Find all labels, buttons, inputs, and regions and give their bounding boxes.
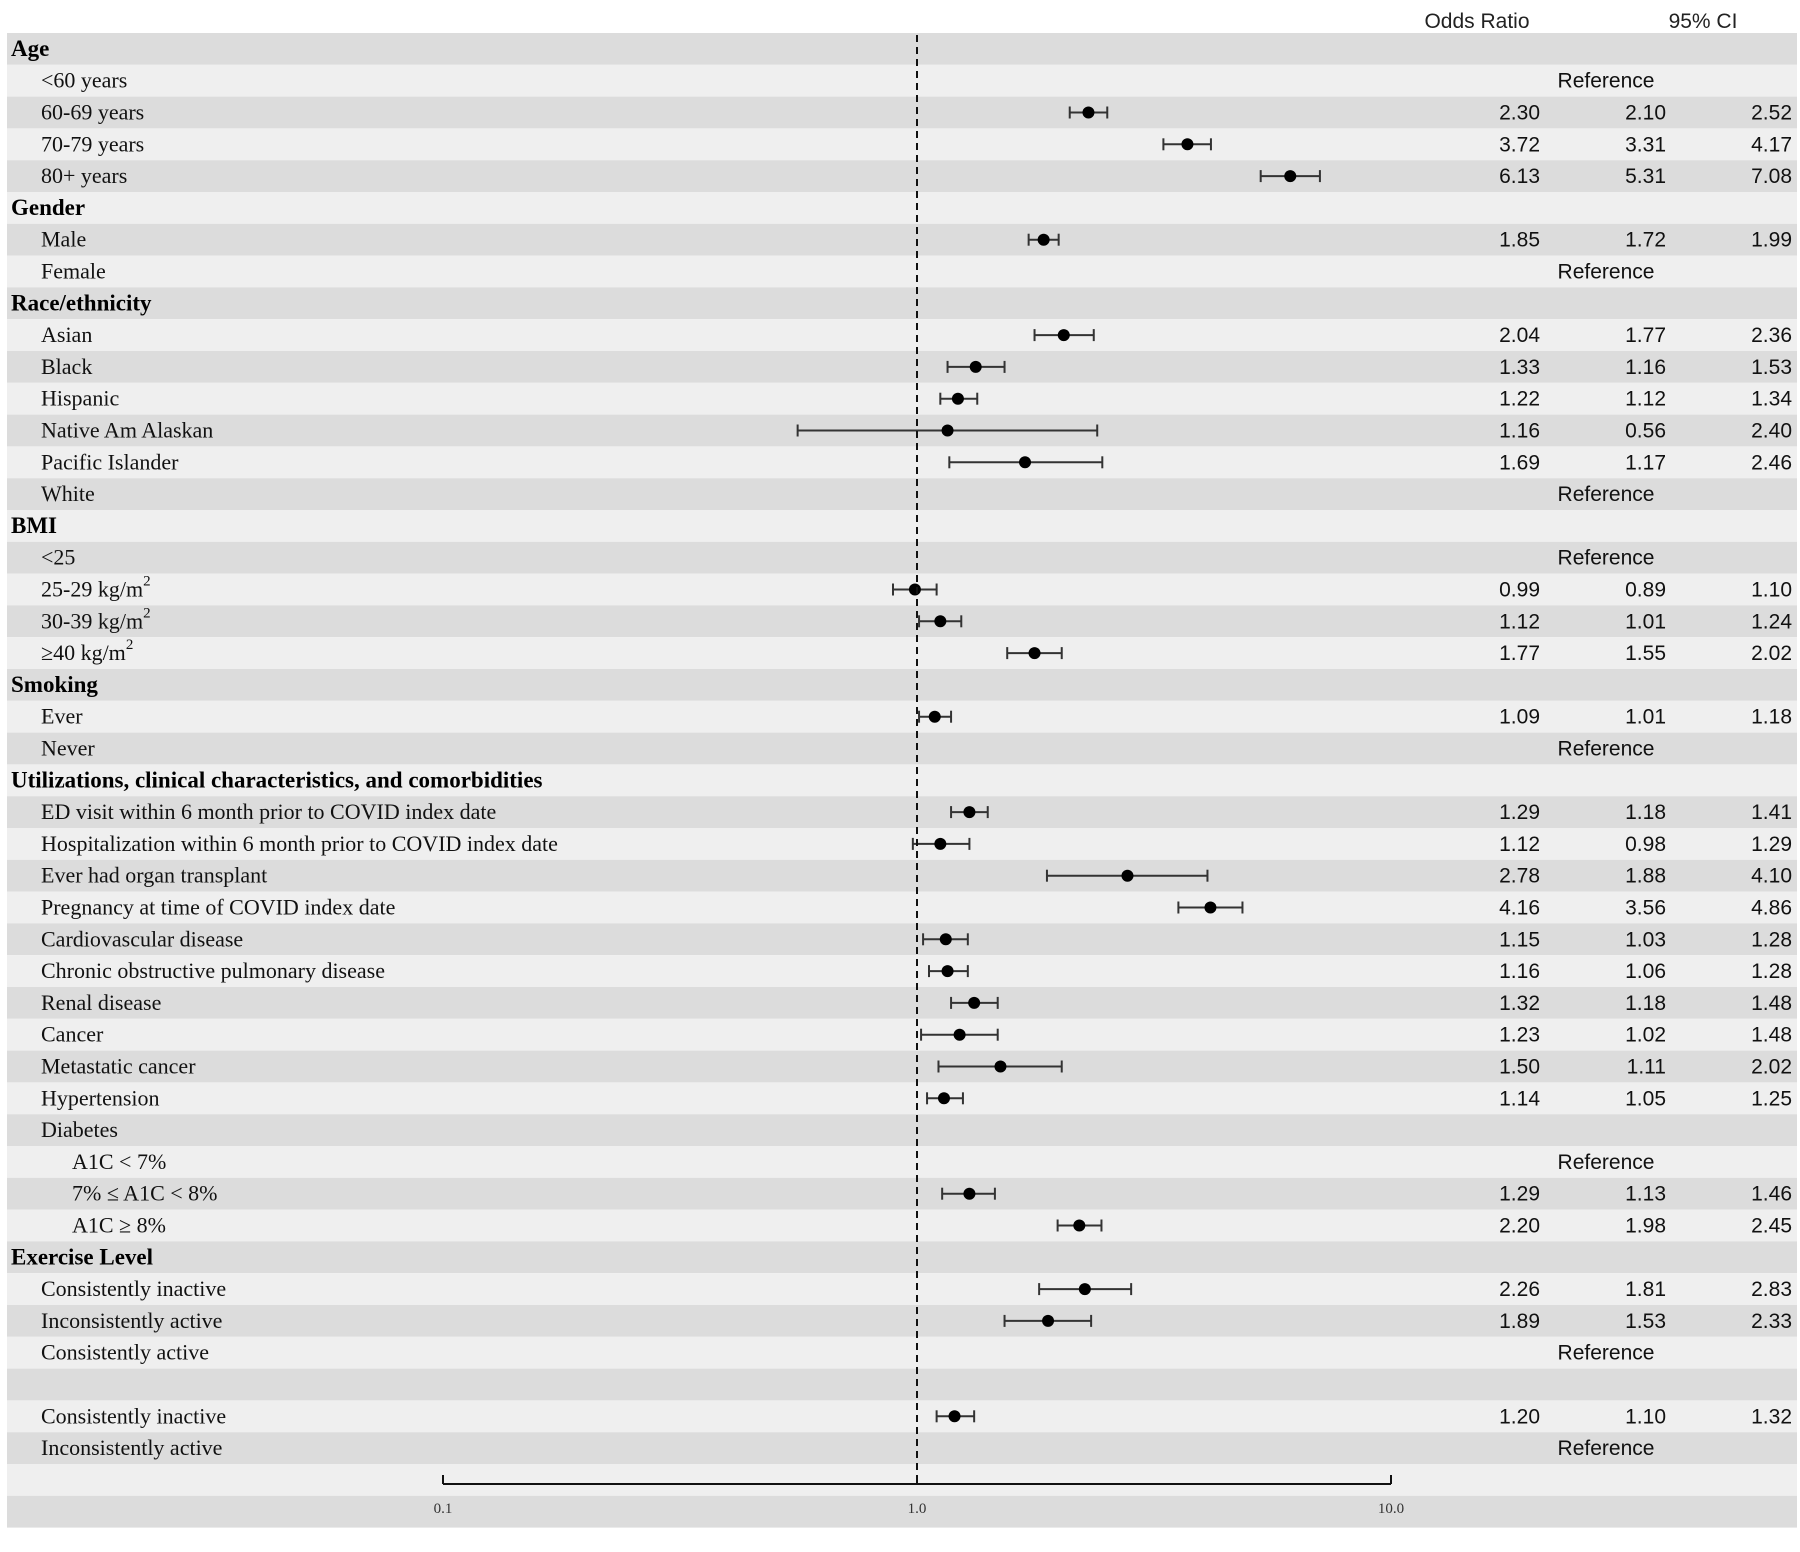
ci-lower-value: 1.17 [1625,451,1666,475]
ci-upper-value: 2.52 [1751,101,1792,125]
ci-upper-value: 1.53 [1751,355,1792,379]
row-label-text: Hispanic [41,385,120,411]
row-label-text: Black [41,353,93,379]
row-label [41,481,95,506]
row-label-text: ED visit within 6 month prior to COVID index date [41,799,497,825]
row-label [41,322,92,347]
row-label-text: A1C ≥ 8% [72,1212,166,1238]
row-band [7,733,1797,765]
row-label-superscript: 2 [125,637,134,654]
ci-upper-value: 2.45 [1751,1214,1792,1238]
ci-upper-value: 4.86 [1751,896,1792,920]
row-band [7,1464,1797,1496]
category-label: Smoking [11,671,98,697]
ci-lower-value: 5.31 [1625,165,1666,189]
odds-ratio-value: 1.29 [1499,801,1540,825]
row-label-text: Ever had organ transplant [41,862,268,888]
ci-lower-value: 0.56 [1625,419,1666,443]
ci-upper-value: 4.10 [1751,864,1792,888]
odds-ratio-value: 2.26 [1499,1278,1540,1302]
row-label [41,1022,104,1047]
row-label [41,895,395,920]
ci-upper-value: 1.28 [1751,928,1792,952]
row-label-text: Metastatic cancer [41,1053,196,1079]
ci-lower-value: 1.03 [1625,928,1666,952]
row-label [41,704,83,729]
row-label-text: Chronic obstructive pulmonary disease [41,958,385,984]
odds-ratio-value: 2.20 [1499,1214,1540,1238]
ci-upper-value: 1.18 [1751,705,1792,729]
ci-upper-value: 2.02 [1751,1055,1792,1079]
odds-ratio-value: 1.15 [1499,928,1540,952]
odds-ratio-point [929,711,941,723]
ci-lower-value: 1.13 [1625,1182,1666,1206]
row-label [41,1340,209,1365]
row-label [41,545,75,570]
odds-ratio-value: 1.16 [1499,419,1540,443]
row-label-text: Native Am Alaskan [41,417,214,443]
odds-ratio-point [970,361,982,373]
category-label: BMI [11,512,57,538]
row-label [41,736,95,761]
category-label: Gender [11,194,86,220]
row-label-superscript: 2 [143,605,151,622]
odds-ratio-value: 1.85 [1499,228,1540,252]
odds-ratio-value: 1.14 [1499,1087,1540,1111]
row-label [41,1435,222,1460]
ci-upper-value: 1.34 [1751,387,1792,411]
reference-text: Reference [1557,1341,1655,1365]
row-label-text: Hospitalization within 6 month prior to COVID index date [41,830,558,856]
row-label [41,958,385,983]
odds-ratio-value: 1.69 [1499,451,1540,475]
odds-ratio-point [1038,234,1050,246]
row-label-text: 60-69 years [41,99,145,125]
ci-lower-value: 1.05 [1625,1087,1666,1111]
row-band [7,1114,1797,1146]
odds-ratio-point [942,965,954,977]
row-label [41,605,151,633]
row-label-text: Inconsistently active [41,1435,223,1461]
row-band [7,33,1797,65]
row-label-text: ≥40 kg/m [41,640,126,666]
odds-ratio-point [1029,647,1041,659]
row-band [7,1496,1797,1528]
odds-ratio-value: 1.50 [1499,1055,1540,1079]
row-band [7,478,1797,510]
row-label-text: Asian [41,322,93,348]
row-label [72,1181,217,1206]
odds-ratio-point [1042,1315,1054,1327]
row-band [7,287,1797,319]
row-label-text: 80+ years [41,163,128,189]
ci-upper-value: 1.48 [1751,991,1792,1015]
odds-ratio-point [942,425,954,437]
ci-upper-value: 2.33 [1751,1309,1792,1333]
row-label-text: 30-39 kg/m [41,608,144,634]
ci-lower-value: 1.88 [1625,864,1666,888]
row-label-text: White [41,481,95,507]
odds-ratio-value: 1.16 [1499,960,1540,984]
row-label [41,418,213,443]
odds-ratio-value: 1.20 [1499,1405,1540,1429]
ci-upper-value: 1.28 [1751,960,1792,984]
ci-upper-value: 1.99 [1751,228,1792,252]
odds-ratio-value: 1.23 [1499,1023,1540,1047]
ci-upper-value: 1.32 [1751,1405,1792,1429]
odds-ratio-point [968,997,980,1009]
odds-ratio-point [963,806,975,818]
ci-lower-value: 1.01 [1625,610,1666,634]
row-label [41,1276,226,1301]
odds-ratio-point [1121,870,1133,882]
odds-ratio-point [934,838,946,850]
row-band [7,256,1797,288]
odds-ratio-value: 4.16 [1499,896,1540,920]
category-label: Race/ethnicity [11,290,152,316]
row-label [41,100,144,125]
odds-ratio-value: 1.12 [1499,610,1540,634]
ci-lower-value: 1.18 [1625,801,1666,825]
row-band [7,65,1797,97]
row-label-text: 25-29 kg/m [41,576,144,602]
odds-ratio-value: 3.72 [1499,133,1540,157]
ci-lower-value: 1.01 [1625,705,1666,729]
ci-lower-value: 1.53 [1625,1309,1666,1333]
row-label [41,1403,226,1428]
row-label-text: Consistently inactive [41,1276,227,1302]
row-label [41,863,267,888]
odds-ratio-value: 6.13 [1499,165,1540,189]
row-label-text: Renal disease [41,989,162,1015]
ci-upper-value: 1.25 [1751,1087,1792,1111]
row-label-text: Ever [41,703,83,729]
ci-upper-value: 4.17 [1751,133,1792,157]
row-band [7,1241,1797,1273]
odds-ratio-value: 0.99 [1499,578,1540,602]
odds-ratio-point [963,1188,975,1200]
row-band [7,1369,1797,1401]
x-tick-label: 10.0 [1377,1501,1405,1517]
odds-ratio-value: 1.09 [1499,705,1540,729]
odds-ratio-point [954,1029,966,1041]
row-label-text: Consistently inactive [41,1403,227,1429]
row-band [7,1146,1797,1178]
row-label [41,1308,222,1333]
category-label: Age [11,35,50,61]
odds-ratio-point [949,1410,961,1422]
ci-lower-value: 1.02 [1625,1023,1666,1047]
odds-ratio-point [1019,456,1031,468]
reference-text: Reference [1557,546,1655,570]
ci-upper-value: 7.08 [1751,165,1792,189]
ci-upper-value: 1.10 [1751,578,1792,602]
ci-upper-value: 1.46 [1751,1182,1792,1206]
odds-ratio-value: 1.33 [1499,355,1540,379]
odds-ratio-point [1181,138,1193,150]
row-label [41,259,106,284]
odds-ratio-point [1204,902,1216,914]
row-label-superscript: 2 [143,573,151,590]
ci-upper-value: 1.29 [1751,832,1792,856]
ci-upper-value: 2.36 [1751,324,1792,348]
reference-text: Reference [1557,1150,1655,1174]
reference-text: Reference [1557,483,1655,507]
category-label: Utilizations, clinical characteristics, and comorbidities [11,767,543,793]
ci-upper-value: 2.40 [1751,419,1792,443]
row-label [72,1149,166,1174]
ci-upper-value: 1.41 [1751,801,1792,825]
row-label [41,1085,160,1110]
odds-ratio-value: 1.32 [1499,991,1540,1015]
odds-ratio-point [1058,329,1070,341]
ci-lower-value: 1.12 [1625,387,1666,411]
row-label-text: Consistently active [41,1339,210,1365]
row-label [41,637,133,665]
row-label [41,1054,196,1079]
row-label [41,227,86,252]
odds-ratio-point [952,393,964,405]
row-label-text: Pacific Islander [41,449,179,475]
odds-ratio-point [1073,1220,1085,1232]
odds-ratio-point [938,1092,950,1104]
row-label [41,68,127,93]
row-label-text: Inconsistently active [41,1307,223,1333]
ci-upper-value: 2.83 [1751,1278,1792,1302]
odds-ratio-value: 1.12 [1499,832,1540,856]
row-label-text: Female [41,258,106,284]
ci-lower-value: 1.10 [1625,1405,1666,1429]
odds-ratio-point [934,615,946,627]
row-label-text: <25 [41,544,76,570]
category-label: Exercise Level [11,1244,153,1270]
odds-ratio-value: 1.89 [1499,1309,1540,1333]
row-band [7,542,1797,574]
row-label-text: 70-79 years [41,131,145,157]
row-label-text: Pregnancy at time of COVID index date [41,894,396,920]
ci-lower-value: 1.98 [1625,1214,1666,1238]
ci-lower-value: 0.98 [1625,832,1666,856]
ci-lower-value: 1.55 [1625,642,1666,666]
row-label-text: Diabetes [41,1117,118,1143]
odds-ratio-value: 1.22 [1499,387,1540,411]
row-band [7,192,1797,224]
row-label [41,354,92,379]
row-label-text: <60 years [41,67,128,93]
row-label [41,449,179,474]
odds-ratio-point [909,584,921,596]
reference-text: Reference [1557,69,1655,93]
ci-lower-value: 1.81 [1625,1278,1666,1302]
ci-upper-value: 1.48 [1751,1023,1792,1047]
odds-ratio-header: Odds Ratio [1424,10,1530,33]
x-tick-label: 0.1 [433,1501,453,1517]
row-band [7,1337,1797,1369]
row-label-text: Cardiovascular disease [41,926,244,952]
odds-ratio-point [994,1061,1006,1073]
reference-text: Reference [1557,260,1655,284]
odds-ratio-value: 2.78 [1499,864,1540,888]
odds-ratio-value: 1.77 [1499,642,1540,666]
reference-text: Reference [1557,737,1655,761]
row-band [7,510,1797,542]
row-label [72,1213,166,1238]
row-label [41,831,558,856]
ci-upper-value: 2.46 [1751,451,1792,475]
row-band [7,1432,1797,1464]
ci-lower-value: 2.10 [1625,101,1666,125]
row-label [41,574,151,602]
ci-header: 95% CI [1668,10,1738,33]
x-tick-label: 1.0 [907,1501,927,1517]
odds-ratio-point [1284,170,1296,182]
row-label [41,990,161,1015]
ci-lower-value: 1.72 [1625,228,1666,252]
row-label-text: Cancer [41,1021,104,1047]
reference-text: Reference [1557,1437,1655,1461]
ci-upper-value: 1.24 [1751,610,1792,634]
row-label-text: Male [41,226,87,252]
row-label [41,1117,118,1142]
row-label-text: 7% ≤ A1C < 8% [72,1180,218,1206]
odds-ratio-point [1082,107,1094,119]
ci-lower-value: 1.77 [1625,324,1666,348]
ci-lower-value: 3.31 [1625,133,1666,157]
ci-lower-value: 0.89 [1625,578,1666,602]
row-label-text: Never [41,735,95,761]
row-label [41,926,243,951]
row-label [41,799,496,824]
row-label [41,131,144,156]
row-label-text: A1C < 7% [72,1148,167,1174]
ci-lower-value: 1.06 [1625,960,1666,984]
ci-lower-value: 1.18 [1625,991,1666,1015]
odds-ratio-value: 2.30 [1499,101,1540,125]
row-label [41,163,127,188]
row-label-text: Hypertension [41,1085,160,1111]
ci-lower-value: 1.11 [1626,1055,1666,1079]
ci-upper-value: 2.02 [1751,642,1792,666]
odds-ratio-point [1079,1283,1091,1295]
ci-lower-value: 3.56 [1625,896,1666,920]
row-band [7,669,1797,701]
ci-lower-value: 1.16 [1625,355,1666,379]
odds-ratio-point [940,933,952,945]
odds-ratio-value: 1.29 [1499,1182,1540,1206]
row-label [41,386,119,411]
odds-ratio-value: 2.04 [1499,324,1540,348]
